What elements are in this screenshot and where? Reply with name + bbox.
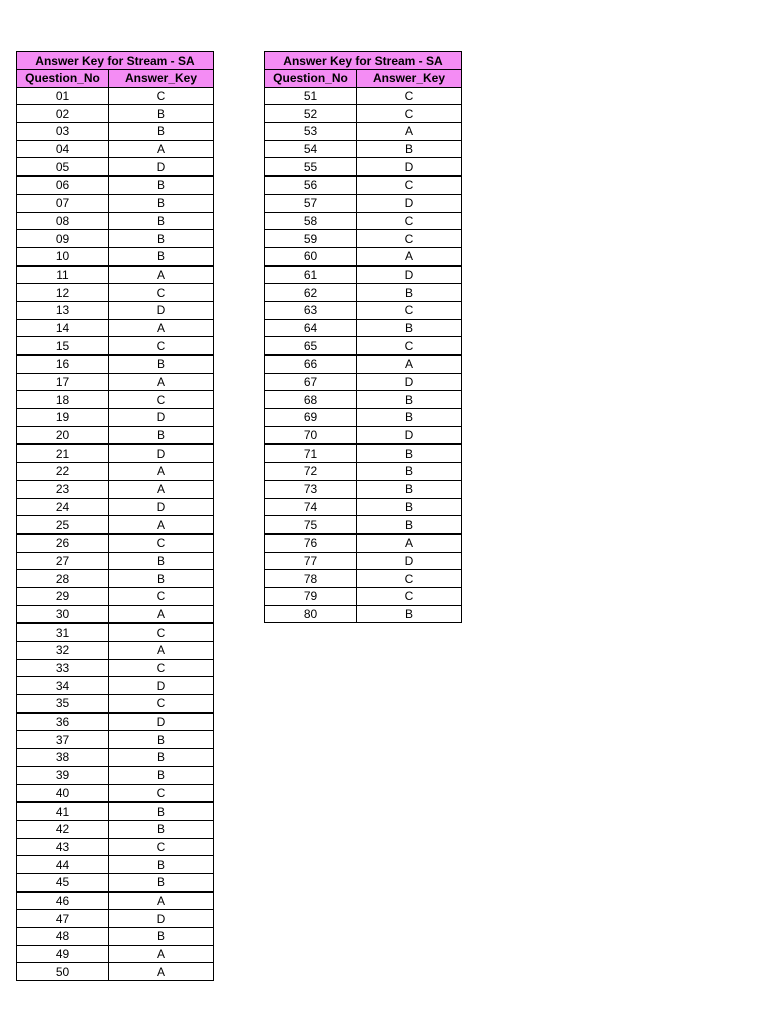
table-row xyxy=(17,140,214,158)
question-number-cell: 44 xyxy=(17,856,109,874)
table-row xyxy=(265,409,462,427)
answer-key-cell: B xyxy=(109,105,214,123)
question-number-cell: 79 xyxy=(265,587,357,605)
question-number-cell: 18 xyxy=(17,391,109,409)
answer-key-table-left xyxy=(16,51,214,981)
table-row xyxy=(265,498,462,516)
question-number-cell: 31 xyxy=(17,623,109,641)
answer-key-cell: B xyxy=(357,391,462,409)
answer-key-cell: D xyxy=(357,552,462,570)
table-body xyxy=(265,87,462,623)
table-row xyxy=(265,230,462,248)
question-number-cell: 28 xyxy=(17,570,109,588)
table-row xyxy=(17,570,214,588)
question-number-cell: 38 xyxy=(17,749,109,767)
answer-key-cell: C xyxy=(109,784,214,802)
question-number-cell: 09 xyxy=(17,230,109,248)
answer-key-cell: B xyxy=(109,802,214,820)
table-row xyxy=(17,194,214,212)
table-row xyxy=(17,337,214,355)
answer-key-cell: C xyxy=(357,570,462,588)
column-header-question-no: Question_No xyxy=(17,70,109,88)
question-number-cell: 06 xyxy=(17,176,109,194)
table-row xyxy=(265,605,462,623)
table-row xyxy=(17,802,214,820)
question-number-cell: 59 xyxy=(265,230,357,248)
answer-key-cell: D xyxy=(109,910,214,928)
answer-key-cell: A xyxy=(109,642,214,660)
question-number-cell: 33 xyxy=(17,659,109,677)
answer-key-cell: B xyxy=(109,766,214,784)
table-row xyxy=(265,301,462,319)
table-row xyxy=(17,158,214,176)
table-row xyxy=(265,373,462,391)
question-number-cell: 05 xyxy=(17,158,109,176)
answer-key-cell: C xyxy=(109,87,214,105)
answer-key-cell: A xyxy=(109,373,214,391)
question-number-cell: 35 xyxy=(17,695,109,713)
question-number-cell: 14 xyxy=(17,319,109,337)
answer-key-cell: A xyxy=(357,355,462,373)
answer-key-cell: D xyxy=(109,444,214,462)
table-row xyxy=(17,301,214,319)
answer-key-cell: B xyxy=(109,552,214,570)
answer-key-cell: D xyxy=(109,498,214,516)
question-number-cell: 71 xyxy=(265,444,357,462)
table-row xyxy=(17,963,214,981)
answer-key-cell: B xyxy=(109,570,214,588)
question-number-cell: 72 xyxy=(265,463,357,481)
table-row xyxy=(17,444,214,462)
table-row xyxy=(17,623,214,641)
table-row xyxy=(265,426,462,444)
answer-key-cell: A xyxy=(357,534,462,552)
table-row xyxy=(17,284,214,302)
answer-key-cell: B xyxy=(357,480,462,498)
question-number-cell: 21 xyxy=(17,444,109,462)
table-row xyxy=(17,642,214,660)
question-number-cell: 36 xyxy=(17,713,109,731)
table-title: Answer Key for Stream - SA xyxy=(265,52,462,70)
table-row xyxy=(265,105,462,123)
table-row xyxy=(17,212,214,230)
table-row xyxy=(265,463,462,481)
table-body xyxy=(17,87,214,980)
question-number-cell: 64 xyxy=(265,319,357,337)
answer-key-cell: B xyxy=(109,247,214,265)
table-row xyxy=(17,677,214,695)
answer-key-cell: A xyxy=(109,140,214,158)
table-row xyxy=(265,158,462,176)
table-row xyxy=(17,856,214,874)
answer-key-cell: D xyxy=(357,158,462,176)
answer-key-cell: C xyxy=(109,391,214,409)
table-row xyxy=(17,373,214,391)
answer-key-cell: A xyxy=(357,247,462,265)
answer-key-cell: C xyxy=(357,176,462,194)
table-row xyxy=(265,247,462,265)
question-number-cell: 69 xyxy=(265,409,357,427)
question-number-cell: 53 xyxy=(265,123,357,141)
answer-key-cell: B xyxy=(109,426,214,444)
table-row xyxy=(265,319,462,337)
table-row xyxy=(265,391,462,409)
table-row xyxy=(265,194,462,212)
table-row xyxy=(17,945,214,963)
table-row xyxy=(17,176,214,194)
question-number-cell: 22 xyxy=(17,463,109,481)
question-number-cell: 49 xyxy=(17,945,109,963)
table-row xyxy=(265,87,462,105)
answer-key-table-right xyxy=(264,51,462,623)
table-row xyxy=(265,570,462,588)
answer-key-cell: B xyxy=(109,731,214,749)
answer-key-cell: C xyxy=(109,695,214,713)
answer-key-cell: B xyxy=(109,194,214,212)
answer-key-cell: C xyxy=(357,212,462,230)
question-number-cell: 50 xyxy=(17,963,109,981)
table-row xyxy=(265,355,462,373)
question-number-cell: 20 xyxy=(17,426,109,444)
question-number-cell: 66 xyxy=(265,355,357,373)
table-row xyxy=(17,105,214,123)
answer-key-cell: C xyxy=(109,659,214,677)
answer-key-cell: C xyxy=(357,230,462,248)
answer-key-cell: A xyxy=(109,266,214,284)
question-number-cell: 55 xyxy=(265,158,357,176)
table-row xyxy=(17,784,214,802)
answer-key-cell: C xyxy=(357,587,462,605)
answer-key-cell: D xyxy=(109,677,214,695)
table-row xyxy=(17,713,214,731)
question-number-cell: 58 xyxy=(265,212,357,230)
question-number-cell: 26 xyxy=(17,534,109,552)
answer-key-cell: B xyxy=(109,123,214,141)
question-number-cell: 45 xyxy=(17,873,109,891)
question-number-cell: 78 xyxy=(265,570,357,588)
answer-key-cell: B xyxy=(109,355,214,373)
question-number-cell: 54 xyxy=(265,140,357,158)
answer-key-cell: B xyxy=(357,140,462,158)
answer-key-cell: B xyxy=(109,856,214,874)
table-row xyxy=(265,266,462,284)
answer-key-cell: B xyxy=(109,873,214,891)
answer-key-cell: C xyxy=(357,337,462,355)
question-number-cell: 43 xyxy=(17,838,109,856)
table-row xyxy=(265,480,462,498)
table-row xyxy=(17,391,214,409)
question-number-cell: 04 xyxy=(17,140,109,158)
table-row xyxy=(17,426,214,444)
question-number-cell: 73 xyxy=(265,480,357,498)
question-number-cell: 61 xyxy=(265,266,357,284)
question-number-cell: 32 xyxy=(17,642,109,660)
table-row xyxy=(265,444,462,462)
question-number-cell: 25 xyxy=(17,516,109,534)
question-number-cell: 47 xyxy=(17,910,109,928)
table-row xyxy=(17,928,214,946)
table-row xyxy=(265,212,462,230)
answer-key-cell: B xyxy=(357,605,462,623)
question-number-cell: 17 xyxy=(17,373,109,391)
table-row xyxy=(265,516,462,534)
answer-key-cell: D xyxy=(109,713,214,731)
answer-key-cell: C xyxy=(357,87,462,105)
answer-key-cell: A xyxy=(109,963,214,981)
question-number-cell: 27 xyxy=(17,552,109,570)
table-row xyxy=(17,409,214,427)
question-number-cell: 07 xyxy=(17,194,109,212)
question-number-cell: 34 xyxy=(17,677,109,695)
table-row xyxy=(17,731,214,749)
question-number-cell: 52 xyxy=(265,105,357,123)
table-row xyxy=(17,552,214,570)
question-number-cell: 65 xyxy=(265,337,357,355)
answer-key-cell: B xyxy=(357,409,462,427)
table-row xyxy=(17,695,214,713)
answer-key-cell: B xyxy=(109,176,214,194)
question-number-cell: 48 xyxy=(17,928,109,946)
question-number-cell: 23 xyxy=(17,480,109,498)
table-row xyxy=(17,516,214,534)
answer-key-cell: C xyxy=(357,301,462,319)
question-number-cell: 24 xyxy=(17,498,109,516)
table-row xyxy=(265,552,462,570)
table-row xyxy=(265,587,462,605)
table-row xyxy=(17,838,214,856)
answer-key-cell: B xyxy=(357,498,462,516)
answer-key-cell: B xyxy=(109,230,214,248)
table-row xyxy=(17,659,214,677)
answer-key-cell: A xyxy=(109,480,214,498)
answer-key-cell: B xyxy=(357,284,462,302)
table-row xyxy=(17,480,214,498)
answer-key-cell: C xyxy=(109,623,214,641)
question-number-cell: 57 xyxy=(265,194,357,212)
question-number-cell: 68 xyxy=(265,391,357,409)
question-number-cell: 74 xyxy=(265,498,357,516)
question-number-cell: 76 xyxy=(265,534,357,552)
answer-key-cell: D xyxy=(357,426,462,444)
question-number-cell: 12 xyxy=(17,284,109,302)
column-header-answer-key: Answer_Key xyxy=(109,70,214,88)
answer-key-cell: B xyxy=(109,928,214,946)
answer-key-cell: A xyxy=(357,123,462,141)
question-number-cell: 63 xyxy=(265,301,357,319)
question-number-cell: 42 xyxy=(17,820,109,838)
question-number-cell: 01 xyxy=(17,87,109,105)
question-number-cell: 37 xyxy=(17,731,109,749)
question-number-cell: 77 xyxy=(265,552,357,570)
answer-key-cell: D xyxy=(109,301,214,319)
answer-key-cell: B xyxy=(109,749,214,767)
question-number-cell: 10 xyxy=(17,247,109,265)
table-row xyxy=(17,355,214,373)
question-number-cell: 51 xyxy=(265,87,357,105)
question-number-cell: 30 xyxy=(17,605,109,623)
answer-key-cell: C xyxy=(109,587,214,605)
answer-key-cell: C xyxy=(109,534,214,552)
table-row xyxy=(17,892,214,910)
question-number-cell: 39 xyxy=(17,766,109,784)
table-row xyxy=(17,605,214,623)
table-row xyxy=(265,284,462,302)
question-number-cell: 40 xyxy=(17,784,109,802)
table-row xyxy=(265,123,462,141)
answer-key-cell: C xyxy=(109,838,214,856)
answer-key-cell: B xyxy=(357,463,462,481)
question-number-cell: 08 xyxy=(17,212,109,230)
answer-key-cell: D xyxy=(357,266,462,284)
question-number-cell: 60 xyxy=(265,247,357,265)
question-number-cell: 19 xyxy=(17,409,109,427)
answer-key-cell: D xyxy=(109,158,214,176)
table-row xyxy=(17,266,214,284)
table-row xyxy=(265,337,462,355)
answer-key-cell: D xyxy=(357,194,462,212)
answer-key-cell: A xyxy=(109,945,214,963)
answer-key-cell: A xyxy=(109,605,214,623)
answer-key-cell: B xyxy=(357,516,462,534)
question-number-cell: 29 xyxy=(17,587,109,605)
table-row xyxy=(17,247,214,265)
question-number-cell: 46 xyxy=(17,892,109,910)
table-row xyxy=(17,319,214,337)
table-title: Answer Key for Stream - SA xyxy=(17,52,214,70)
question-number-cell: 67 xyxy=(265,373,357,391)
table-row xyxy=(17,820,214,838)
question-number-cell: 16 xyxy=(17,355,109,373)
table-row xyxy=(17,498,214,516)
question-number-cell: 03 xyxy=(17,123,109,141)
table-row xyxy=(265,140,462,158)
answer-key-cell: B xyxy=(109,212,214,230)
table-row xyxy=(17,910,214,928)
table-row xyxy=(17,534,214,552)
column-header-question-no: Question_No xyxy=(265,70,357,88)
answer-key-cell: B xyxy=(109,820,214,838)
table-row xyxy=(17,587,214,605)
column-header-answer-key: Answer_Key xyxy=(357,70,462,88)
question-number-cell: 41 xyxy=(17,802,109,820)
question-number-cell: 15 xyxy=(17,337,109,355)
table-row xyxy=(265,534,462,552)
answer-key-cell: B xyxy=(357,319,462,337)
table-row xyxy=(265,176,462,194)
question-number-cell: 80 xyxy=(265,605,357,623)
question-number-cell: 70 xyxy=(265,426,357,444)
answer-key-cell: C xyxy=(357,105,462,123)
question-number-cell: 13 xyxy=(17,301,109,319)
answer-key-cell: A xyxy=(109,463,214,481)
answer-key-cell: D xyxy=(357,373,462,391)
table-row xyxy=(17,463,214,481)
table-row xyxy=(17,873,214,891)
answer-key-cell: A xyxy=(109,319,214,337)
question-number-cell: 75 xyxy=(265,516,357,534)
answer-key-cell: C xyxy=(109,337,214,355)
table-row xyxy=(17,766,214,784)
question-number-cell: 02 xyxy=(17,105,109,123)
answer-key-cell: C xyxy=(109,284,214,302)
question-number-cell: 11 xyxy=(17,266,109,284)
table-row xyxy=(17,87,214,105)
question-number-cell: 62 xyxy=(265,284,357,302)
answer-key-cell: A xyxy=(109,892,214,910)
table-row xyxy=(17,749,214,767)
answer-key-cell: A xyxy=(109,516,214,534)
question-number-cell: 56 xyxy=(265,176,357,194)
table-row xyxy=(17,230,214,248)
table-row xyxy=(17,123,214,141)
answer-key-cell: B xyxy=(357,444,462,462)
answer-key-cell: D xyxy=(109,409,214,427)
